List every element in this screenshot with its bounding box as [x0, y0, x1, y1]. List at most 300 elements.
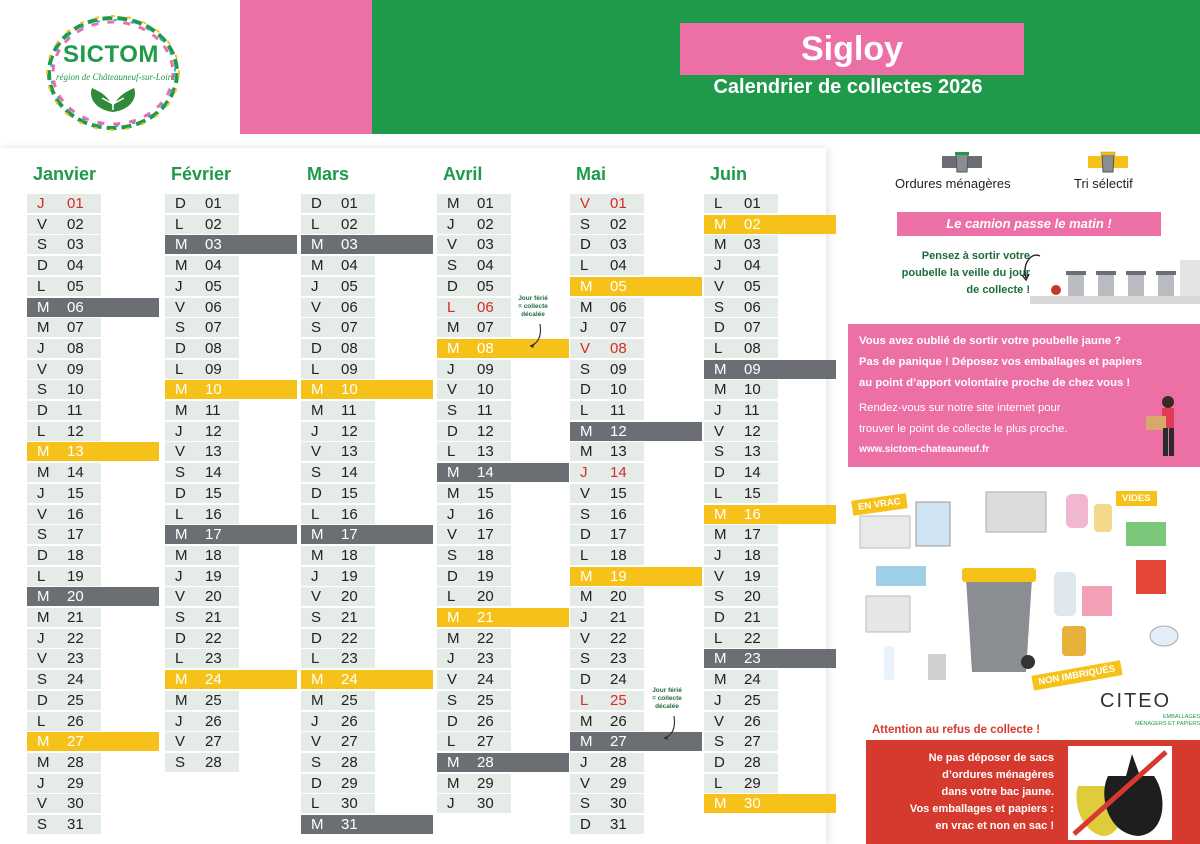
weekday-letter: M — [165, 670, 193, 689]
day-number: 06 — [598, 298, 644, 317]
day-number: 22 — [598, 629, 644, 648]
weekday-letter: J — [570, 463, 598, 482]
weekday-letter: J — [27, 774, 55, 793]
weekday-letter: L — [165, 360, 193, 379]
weekday-letter: M — [704, 505, 732, 524]
calendar-day — [437, 587, 511, 606]
month-title: Février — [171, 164, 232, 184]
calendar-day — [165, 360, 239, 379]
calendar-day — [437, 215, 511, 234]
weekday-letter: M — [437, 608, 465, 627]
yellow-recycling-bin-icon — [962, 568, 1036, 672]
calendar-day — [704, 194, 778, 213]
calendar-day — [27, 235, 101, 254]
weekday-letter: S — [27, 670, 55, 689]
day-number: 11 — [732, 401, 778, 420]
day-number: 18 — [55, 546, 101, 565]
calendar-day-ordures — [704, 360, 836, 379]
weekday-letter: V — [301, 587, 329, 606]
calendar-day — [437, 277, 511, 296]
day-number: 23 — [465, 649, 511, 668]
tag-en-vrac: EN VRAC — [851, 493, 907, 515]
weekday-letter: M — [165, 401, 193, 420]
day-number: 24 — [55, 670, 101, 689]
calendar-day — [27, 360, 101, 379]
day-number: 23 — [193, 649, 239, 668]
calendar-day — [165, 732, 239, 751]
calendar-day-ordures — [27, 298, 159, 317]
day-number: 11 — [465, 401, 511, 420]
weekday-letter: J — [301, 567, 329, 586]
weekday-letter: J — [437, 505, 465, 524]
day-number: 02 — [732, 215, 836, 234]
calendar-day-ordures — [437, 753, 569, 772]
day-number: 31 — [329, 815, 433, 834]
weekday-letter: J — [704, 401, 732, 420]
weekday-letter: D — [301, 484, 329, 503]
calendar-day — [301, 691, 375, 710]
day-number: 02 — [55, 215, 101, 234]
weekday-letter: D — [437, 422, 465, 441]
weekday-letter: M — [704, 794, 732, 813]
day-number: 14 — [598, 463, 644, 482]
weekday-letter: S — [27, 525, 55, 544]
calendar-day — [27, 546, 101, 565]
calendar-day — [301, 360, 375, 379]
day-number: 12 — [55, 422, 101, 441]
day-number: 31 — [598, 815, 644, 834]
day-number: 16 — [465, 505, 511, 524]
day-number: 23 — [329, 649, 375, 668]
day-number: 04 — [732, 256, 778, 275]
weekday-letter: L — [301, 649, 329, 668]
holiday-note: Jour férié = collecte décalée — [652, 687, 682, 710]
day-number: 14 — [193, 463, 239, 482]
calendar-day — [437, 235, 511, 254]
weekday-letter: S — [570, 360, 598, 379]
weekday-letter: M — [165, 546, 193, 565]
calendar-day-tri — [570, 567, 702, 586]
calendar-day — [165, 442, 239, 461]
day-number: 12 — [732, 422, 778, 441]
weekday-letter: M — [570, 587, 598, 606]
day-number: 21 — [329, 608, 375, 627]
calendar-day — [165, 567, 239, 586]
day-number: 18 — [193, 546, 239, 565]
day-number: 29 — [732, 774, 778, 793]
calendar-day — [27, 649, 101, 668]
day-number: 17 — [732, 525, 778, 544]
weekday-letter: J — [437, 360, 465, 379]
day-number: 15 — [465, 484, 511, 503]
weekday-letter: V — [570, 194, 598, 213]
calendar-day — [570, 587, 644, 606]
weekday-letter: M — [301, 670, 329, 689]
calendar-day — [165, 649, 239, 668]
citeo-subtitle: EMBALLAGES MÉNAGERS ET PAPIERS — [1135, 714, 1200, 727]
forgot-line: au point d’apport volontaire proche de chez vous ! — [859, 377, 1131, 389]
day-number: 01 — [329, 194, 375, 213]
day-number: 21 — [55, 608, 101, 627]
day-number: 22 — [465, 629, 511, 648]
weekday-letter: M — [165, 256, 193, 275]
calendar-day — [570, 794, 644, 813]
day-number: 22 — [732, 629, 778, 648]
calendar-day — [301, 422, 375, 441]
calendar-day — [27, 422, 101, 441]
day-number: 19 — [598, 567, 702, 586]
weekday-letter: J — [570, 318, 598, 337]
calendar-day — [437, 505, 511, 524]
day-number: 21 — [193, 608, 239, 627]
weekday-letter: M — [704, 360, 732, 379]
calendar-day-tri — [27, 732, 159, 751]
weekday-letter: J — [570, 608, 598, 627]
day-number: 05 — [193, 277, 239, 296]
day-number: 07 — [55, 318, 101, 337]
day-number: 14 — [732, 463, 778, 482]
calendar-day — [704, 691, 778, 710]
weekday-letter: S — [704, 587, 732, 606]
forgot-line: trouver le point de collecte le plus proche. — [859, 423, 1068, 435]
day-number: 03 — [465, 235, 511, 254]
weekday-letter: M — [27, 442, 55, 461]
calendar-day — [704, 774, 778, 793]
town-name: Sigloy — [680, 23, 1024, 75]
day-number: 12 — [193, 422, 239, 441]
day-number: 25 — [732, 691, 778, 710]
weekday-letter: M — [437, 463, 465, 482]
calendar-day-ordures — [301, 525, 433, 544]
day-number: 17 — [55, 525, 101, 544]
weekday-letter: J — [165, 712, 193, 731]
calendar-day — [437, 380, 511, 399]
weekday-letter: L — [27, 277, 55, 296]
day-number: 03 — [598, 235, 644, 254]
day-number: 02 — [598, 215, 644, 234]
calendar-day — [437, 484, 511, 503]
day-number: 18 — [329, 546, 375, 565]
calendar-day — [704, 587, 778, 606]
calendar-day — [570, 774, 644, 793]
weekday-letter: S — [704, 442, 732, 461]
day-number: 11 — [329, 401, 375, 420]
day-number: 26 — [329, 712, 375, 731]
calendar-day — [301, 774, 375, 793]
weekday-letter: J — [301, 712, 329, 731]
weekday-letter: S — [570, 505, 598, 524]
weekday-letter: M — [301, 380, 329, 399]
day-number: 20 — [193, 587, 239, 606]
calendar-day — [437, 318, 511, 337]
calendar-day — [165, 401, 239, 420]
calendar-day-tri — [704, 215, 836, 234]
weekday-letter: M — [570, 712, 598, 731]
calendar-day — [301, 442, 375, 461]
day-number: 24 — [465, 670, 511, 689]
calendar-day — [165, 339, 239, 358]
calendar-day — [165, 194, 239, 213]
calendar-day — [165, 608, 239, 627]
weekday-letter: L — [570, 691, 598, 710]
day-number: 03 — [732, 235, 778, 254]
weekday-letter: D — [437, 567, 465, 586]
day-number: 24 — [598, 670, 644, 689]
calendar-day — [437, 712, 511, 731]
calendar-day — [27, 774, 101, 793]
weekday-letter: L — [27, 567, 55, 586]
calendar-day — [165, 256, 239, 275]
weekday-letter: L — [704, 629, 732, 648]
calendar-day — [570, 505, 644, 524]
weekday-letter: D — [437, 712, 465, 731]
day-number: 09 — [329, 360, 375, 379]
calendar-day — [704, 753, 778, 772]
weekday-letter: J — [437, 215, 465, 234]
day-number: 05 — [55, 277, 101, 296]
weekday-letter: D — [570, 380, 598, 399]
calendar-day — [27, 401, 101, 420]
day-number: 09 — [193, 360, 239, 379]
calendar-day-tri — [437, 608, 569, 627]
day-number: 08 — [193, 339, 239, 358]
reminder-text: Pensez à sortir votre poubelle la veille du jour de collecte ! — [901, 250, 1030, 296]
day-number: 26 — [465, 712, 511, 731]
calendar-day — [570, 380, 644, 399]
day-number: 22 — [55, 629, 101, 648]
weekday-letter: S — [301, 318, 329, 337]
refusal-line: Ne pas déposer de sacs — [928, 752, 1054, 764]
header-pink-band — [240, 0, 372, 134]
weekday-letter: S — [570, 215, 598, 234]
calendar-day — [27, 505, 101, 524]
weekday-letter: J — [27, 339, 55, 358]
calendar-day — [27, 215, 101, 234]
weekday-letter: M — [301, 525, 329, 544]
calendar-day — [570, 360, 644, 379]
calendar-day-ordures — [165, 235, 297, 254]
weekday-letter: J — [570, 753, 598, 772]
day-number: 23 — [55, 649, 101, 668]
day-number: 10 — [465, 380, 511, 399]
calendar-day — [301, 298, 375, 317]
calendar-day — [27, 629, 101, 648]
refusal-line: d’ordures ménagères — [942, 769, 1054, 781]
calendar-day — [437, 691, 511, 710]
weekday-letter: M — [704, 380, 732, 399]
weekday-letter: S — [27, 815, 55, 834]
weekday-letter: J — [27, 484, 55, 503]
day-number: 10 — [598, 380, 644, 399]
day-number: 01 — [732, 194, 778, 213]
calendar-day-ordures — [570, 732, 702, 751]
day-number: 30 — [598, 794, 644, 813]
calendar-day-ordures — [165, 525, 297, 544]
day-number: 09 — [732, 360, 836, 379]
calendar-day — [27, 463, 101, 482]
day-number: 20 — [465, 587, 511, 606]
weekday-letter: V — [437, 525, 465, 544]
weekday-letter: D — [165, 339, 193, 358]
weekday-letter: L — [437, 587, 465, 606]
day-number: 01 — [193, 194, 239, 213]
calendar-day — [27, 194, 101, 213]
day-number: 14 — [329, 463, 375, 482]
day-number: 05 — [465, 277, 511, 296]
calendar-day — [301, 277, 375, 296]
weekday-letter: D — [27, 401, 55, 420]
day-number: 08 — [329, 339, 375, 358]
day-number: 24 — [732, 670, 778, 689]
weekday-letter: D — [27, 546, 55, 565]
weekday-letter: D — [301, 194, 329, 213]
day-number: 13 — [193, 442, 239, 461]
weekday-letter: V — [704, 277, 732, 296]
weekday-letter: M — [165, 235, 193, 254]
day-number: 05 — [598, 277, 702, 296]
calendar-day — [704, 608, 778, 627]
weekday-letter: L — [570, 256, 598, 275]
weekday-letter: S — [570, 649, 598, 668]
day-number: 29 — [55, 774, 101, 793]
calendar-day — [437, 732, 511, 751]
day-number: 04 — [465, 256, 511, 275]
weekday-letter: D — [570, 670, 598, 689]
calendar-day — [165, 298, 239, 317]
weekday-letter: M — [165, 691, 193, 710]
month-title: Avril — [443, 164, 483, 184]
day-number: 23 — [732, 649, 836, 668]
weekday-letter: V — [27, 215, 55, 234]
weekday-letter: J — [165, 277, 193, 296]
day-number: 06 — [55, 298, 159, 317]
weekday-letter: M — [570, 567, 598, 586]
weekday-letter: M — [301, 691, 329, 710]
day-number: 27 — [329, 732, 375, 751]
calendar-day — [704, 298, 778, 317]
calendar-day — [704, 546, 778, 565]
day-number: 10 — [732, 380, 778, 399]
website-link[interactable]: www.sictom-chateauneuf.fr — [859, 444, 990, 455]
weekday-letter: V — [437, 670, 465, 689]
calendar-day — [165, 484, 239, 503]
logo-subtitle: région de Châteauneuf-sur-Loire — [56, 72, 175, 82]
weekday-letter: D — [27, 691, 55, 710]
day-number: 12 — [598, 422, 702, 441]
calendar-day — [27, 712, 101, 731]
calendar-day — [27, 567, 101, 586]
day-number: 11 — [55, 401, 101, 420]
calendar-day-ordures — [301, 235, 433, 254]
day-number: 03 — [329, 235, 433, 254]
day-number: 29 — [465, 774, 511, 793]
day-number: 21 — [598, 608, 644, 627]
day-number: 06 — [732, 298, 778, 317]
weekday-letter: S — [437, 691, 465, 710]
weekday-letter: J — [165, 567, 193, 586]
calendar-day — [165, 546, 239, 565]
day-number: 29 — [598, 774, 644, 793]
weekday-letter: L — [570, 401, 598, 420]
calendar-day — [301, 339, 375, 358]
calendar-day — [437, 670, 511, 689]
calendar-day — [301, 194, 375, 213]
weekday-letter: V — [704, 712, 732, 731]
holiday-note: Jour férié = collecte décalée — [518, 295, 548, 318]
calendar-day — [570, 318, 644, 337]
day-number: 13 — [598, 442, 644, 461]
day-number: 05 — [329, 277, 375, 296]
weekday-letter: M — [437, 753, 465, 772]
weekday-letter: V — [301, 298, 329, 317]
recyclable-waste-illustration — [846, 486, 1200, 700]
day-number: 08 — [55, 339, 101, 358]
calendar-day — [165, 505, 239, 524]
weekday-letter: L — [301, 215, 329, 234]
calendar-day — [570, 608, 644, 627]
weekday-letter: L — [301, 794, 329, 813]
day-number: 17 — [465, 525, 511, 544]
crossed-bags-in-bin-illustration — [1068, 746, 1172, 840]
weekday-letter: D — [301, 339, 329, 358]
day-number: 21 — [732, 608, 778, 627]
weekday-letter: D — [27, 256, 55, 275]
weekday-letter: J — [301, 422, 329, 441]
weekday-letter: S — [27, 235, 55, 254]
day-number: 14 — [465, 463, 569, 482]
weekday-letter: M — [437, 484, 465, 503]
calendar-day-tri — [165, 670, 297, 689]
weekday-letter: M — [437, 339, 465, 358]
day-number: 18 — [732, 546, 778, 565]
day-number: 24 — [193, 670, 297, 689]
calendar-day — [570, 401, 644, 420]
grey-bin-icon — [1126, 271, 1146, 296]
calendar-day — [301, 463, 375, 482]
day-number: 20 — [55, 587, 159, 606]
weekday-letter: J — [437, 649, 465, 668]
weekday-letter: M — [27, 753, 55, 772]
calendar-day — [301, 318, 375, 337]
weekday-letter: S — [165, 463, 193, 482]
day-number: 27 — [598, 732, 702, 751]
weekday-letter: L — [165, 215, 193, 234]
calendar-day — [301, 753, 375, 772]
calendar-day — [570, 525, 644, 544]
calendar-title: Calendrier de collectes 2026 — [713, 76, 983, 98]
refusal-title: Attention au refus de collecte ! — [872, 724, 1041, 736]
day-number: 22 — [329, 629, 375, 648]
weekday-letter: M — [704, 215, 732, 234]
calendar-day — [27, 484, 101, 503]
day-number: 16 — [193, 505, 239, 524]
day-number: 25 — [329, 691, 375, 710]
grey-bin-icon — [1066, 271, 1086, 296]
day-number: 06 — [465, 298, 511, 317]
calendar-day — [704, 401, 778, 420]
calendar-day — [27, 256, 101, 275]
holiday-arrow-icon — [528, 322, 544, 350]
weekday-letter: V — [570, 629, 598, 648]
day-number: 01 — [55, 194, 101, 213]
day-number: 20 — [329, 587, 375, 606]
day-number: 09 — [598, 360, 644, 379]
calendar-day — [301, 794, 375, 813]
day-number: 26 — [193, 712, 239, 731]
day-number: 19 — [329, 567, 375, 586]
holiday-arrow-icon — [662, 714, 678, 742]
weekday-letter: V — [301, 732, 329, 751]
